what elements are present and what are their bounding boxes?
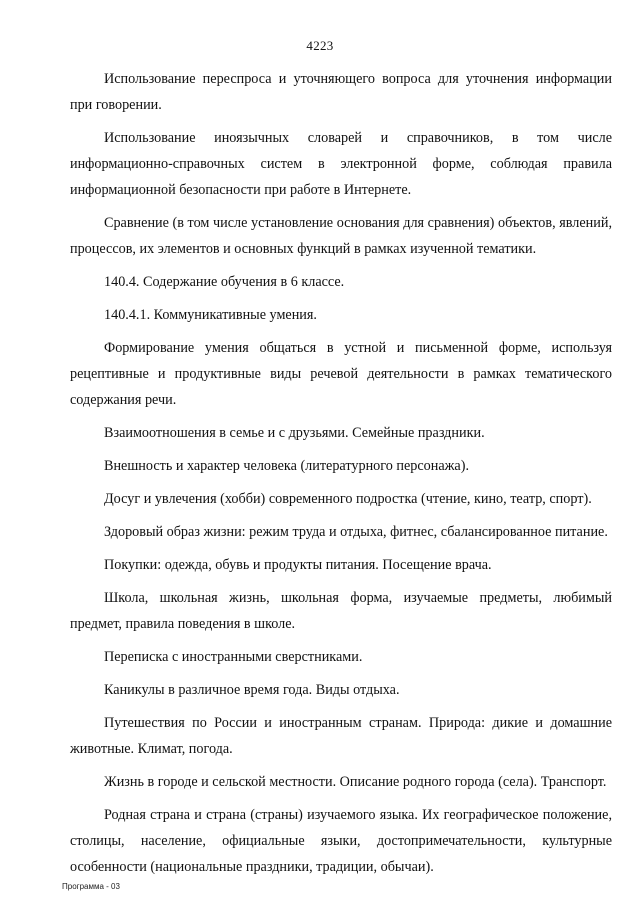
topic-city-countryside: Жизнь в городе и сельской местности. Описание родного города (села). Транспорт.: [104, 774, 607, 790]
topic-shopping: Покупки: одежда, обувь и продукты питания. Посещение врача.: [104, 557, 492, 573]
paragraph-comparison: Сравнение (в том числе установление основания для сравнения) объектов, явлений, процессов, их элементов и основных функций в рамках изученной тематики.: [70, 215, 612, 257]
topic-family-and-friends: Взаимоотношения в семье и с друзьями. Семейные праздники.: [104, 425, 485, 441]
section-heading-grade-6: 140.4. Содержание обучения в 6 классе.: [104, 274, 345, 290]
topic-healthy-lifestyle: Здоровый образ жизни: режим труда и отдыха, фитнес, сбалансированное питание.: [104, 524, 608, 540]
topic-travel-nature: Путешествия по России и иностранным странам. Природа: дикие и домашние животные. Климат, погода.: [70, 715, 612, 757]
paragraph-clarifying-question: Использование переспроса и уточняющего вопроса для уточнения информации при говорении.: [70, 71, 612, 113]
topic-correspondence: Переписка с иностранными сверстниками.: [104, 649, 363, 665]
topic-native-country: Родная страна и страна (страны) изучаемого языка. Их географическое положение, столицы, население, официальные языки, достопримечательности, культурные особенности (национальные праздники, традиции, обычаи).: [70, 807, 612, 875]
topic-appearance-character: Внешность и характер человека (литературного персонажа).: [104, 458, 469, 474]
page-number: 4223: [306, 38, 334, 53]
subsection-heading-communicative-skills: 140.4.1. Коммуникативные умения.: [104, 307, 317, 323]
topic-holidays: Каникулы в различное время года. Виды отдыха.: [104, 682, 400, 698]
footer-program-label: Программа - 03: [62, 882, 120, 891]
document-body: [70, 66, 612, 880]
topic-school: Школа, школьная жизнь, школьная форма, изучаемые предметы, любимый предмет, правила поведения в школе.: [70, 590, 612, 632]
paragraph-communication-skills: Формирование умения общаться в устной и письменной форме, используя рецептивные и продуктивные виды речевой деятельности в рамках тематического содержания речи.: [70, 340, 612, 408]
paragraph-dictionaries: Использование иноязычных словарей и справочников, в том числе информационно-справочных систем в электронной форме, соблюдая правила информационной безопасности при работе в Интернете.: [70, 130, 612, 198]
topic-leisure-hobbies: Досуг и увлечения (хобби) современного подростка (чтение, кино, театр, спорт).: [104, 491, 592, 507]
